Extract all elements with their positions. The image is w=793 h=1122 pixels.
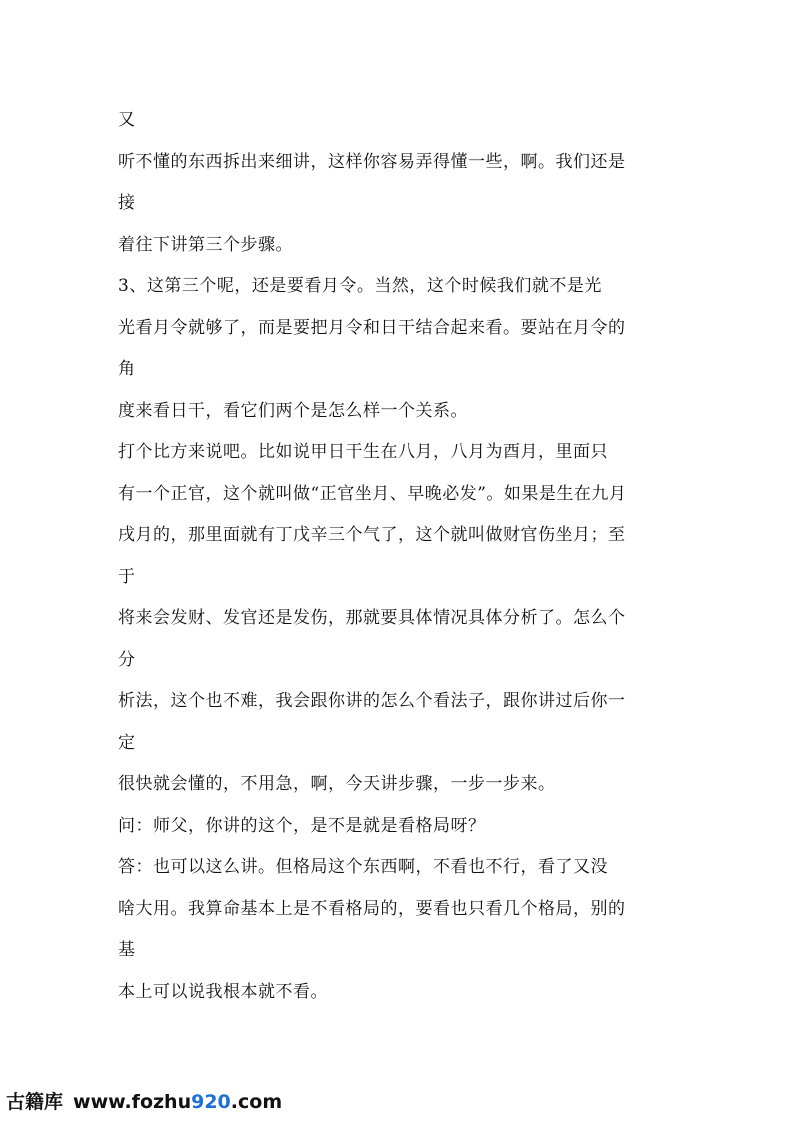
text-line: 3、这第三个呢，还是要看月令。当然，这个时候我们就不是光 <box>118 276 602 296</box>
text-line: 问：师父，你讲的这个，是不是就是看格局呀？ <box>118 815 486 836</box>
text-line: 于 <box>118 566 136 587</box>
footer-watermark <box>6 1087 282 1114</box>
text-line: 角 <box>118 359 136 379</box>
url-prefix: www.fozhu <box>73 1091 192 1113</box>
text-line: 打个比方来说吧。比如说甲日干生在八月，八月为酉月，里面只 <box>118 442 608 462</box>
text-line: 分 <box>118 649 136 670</box>
text-line: 戌月的，那里面就有丁戊辛三个气了，这个就叫做财官伤坐月；至 <box>118 525 626 545</box>
text-line: 又 <box>118 110 136 130</box>
text-line: 很快就会懂的，不用急，啊，今天讲步骤，一步一步来。 <box>118 774 556 794</box>
text-line: 将来会发财、发官还是发伤，那就要具体情况具体分析了。怎么个 <box>118 608 626 628</box>
text-line: 基 <box>118 940 136 960</box>
text-line: 光看月令就够了，而是要把月令和日干结合起来看。要站在月令的 <box>118 317 626 338</box>
url-number: 920 <box>191 1091 231 1113</box>
text-line: 接 <box>118 193 136 213</box>
text-line: 答：也可以这么讲。但格局这个东西啊，不看也不行，看了又没 <box>118 857 608 877</box>
text-line: 着往下讲第三个步骤。 <box>118 234 293 255</box>
url-suffix: .com <box>230 1091 283 1113</box>
text-line: 度来看日干，看它们两个是怎么样一个关系。 <box>118 400 468 421</box>
text-line: 本上可以说我根本就不看。 <box>118 981 328 1002</box>
document-body <box>118 100 678 1013</box>
text-line: 听不懂的东西拆出来细讲，这样你容易弄得懂一些，啊。我们还是 <box>118 151 626 172</box>
text-line: 析法，这个也不难，我会跟你讲的怎么个看法子，跟你讲过后你一 <box>118 691 626 711</box>
text-line: 有一个正官，这个就叫做“正官坐月、早晚必发”。如果是生在九月 <box>118 483 627 504</box>
site-name: 古籍库 <box>6 1091 64 1113</box>
text-line: 啥大用。我算命基本上是不看格局的，要看也只看几个格局，别的 <box>118 898 626 919</box>
text-line: 定 <box>118 732 136 753</box>
